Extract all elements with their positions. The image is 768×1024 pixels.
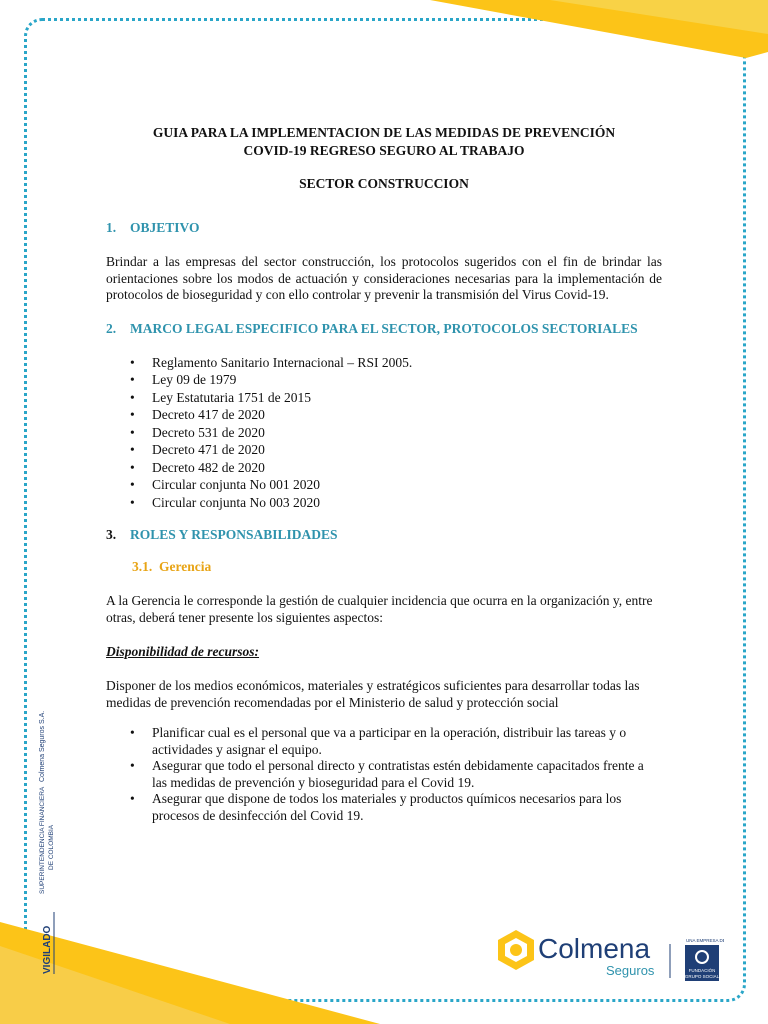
section-3-title: ROLES Y RESPONSABILIDADES [130,527,338,542]
resources-heading: Disponibilidad de recursos: [106,644,260,659]
subsection-3-1-heading [132,559,662,575]
list-item: • Ley 09 de 1979 [130,371,662,389]
legal-list [106,354,662,512]
footer-logos [494,928,724,992]
list-item: • Decreto 531 de 2020 [130,424,662,442]
section-1-text: Brindar a las empresas del sector construcción, los protocolos sugeridos con el fin de brindar las orientaciones sobre los modos de actuación y consideraciones necesarias para la implementación de protocolos de bioseguridad y con ello controlar y prevenir la transmisión del Virus Covid-19. [106,254,662,302]
partner-line1: FUNDACIÓN [688,968,716,973]
list-item: • Reglamento Sanitario Internacional – RSI 2005. [130,354,662,372]
gerencia-intro: A la Gerencia le corresponde la gestión de cualquier incidencia que ocurra en la organización y, entre otras, deberá tener presente los siguientes aspectos: [106,593,653,625]
document-subtitle: SECTOR CONSTRUCCION [299,176,469,191]
vigilado-label: VIGILADO [42,925,53,974]
list-item: • Asegurar que todo el personal directo y contratistas estén debidamente capacitados frente a las medidas de prevención y bioseguridad para el Covid 19. [130,758,662,791]
list-item: • Decreto 482 de 2020 [130,459,662,477]
document-title-line2: COVID-19 REGRESO SEGURO AL TRABAJO [243,143,525,158]
list-item: • Ley Estatutaria 1751 de 2015 [130,389,662,407]
section-1-heading [106,220,662,236]
list-item: • Circular conjunta No 003 2020 [130,494,662,512]
partner-top-text: UNA EMPRESA DE [686,938,724,943]
de-colombia-label: DE COLOMBIA [48,824,55,870]
document-title-line1: GUIA PARA LA IMPLEMENTACION DE LAS MEDIDAS DE PREVENCIÓN [152,125,616,140]
brand-tagline: Seguros [606,963,655,978]
list-item: • Planificar cual es el personal que va a participar en la operación, distribuir las tareas y o actividades y asignar el equipo. [130,725,662,758]
side-vigilado-text [30,686,70,976]
subsection-3-1-title: Gerencia [159,559,212,574]
section-2-title: MARCO LEGAL ESPECIFICO PARA EL SECTOR, PROTOCOLOS SECTORIALES [130,320,638,336]
subsection-3-1-number: 3.1. [132,559,153,574]
document-body [106,124,662,824]
superintendencia-label: SUPERINTENDENCIA FINANCIERA [39,786,46,894]
section-2-number: 2. [106,320,117,336]
section-1-number: 1. [106,220,117,235]
list-item: • Circular conjunta No 001 2020 [130,476,662,494]
partner-line2: GRUPO SOCIAL [684,974,720,979]
section-3-number: 3. [106,527,117,542]
colmena-sa-label: Colmena Seguros S.A. [39,710,46,782]
resources-list [106,725,662,824]
list-item: • Asegurar que dispone de todos los materiales y productos químicos necesarios para los procesos de desinfección del Covid 19. [130,791,662,824]
corner-decoration-top [430,0,768,70]
resources-text: Disponer de los medios económicos, materiales y estratégicos suficientes para desarrollar todas las medidas de prevención recomendadas por el Ministerio de salud y protección social [106,678,640,710]
list-item: • Decreto 471 de 2020 [130,441,662,459]
section-1-title: OBJETIVO [130,220,200,235]
section-2-heading [106,320,662,338]
colmena-logo [494,928,724,992]
brand-name: Colmena [538,933,651,964]
section-3-heading [106,527,662,543]
list-item: • Decreto 417 de 2020 [130,406,662,424]
